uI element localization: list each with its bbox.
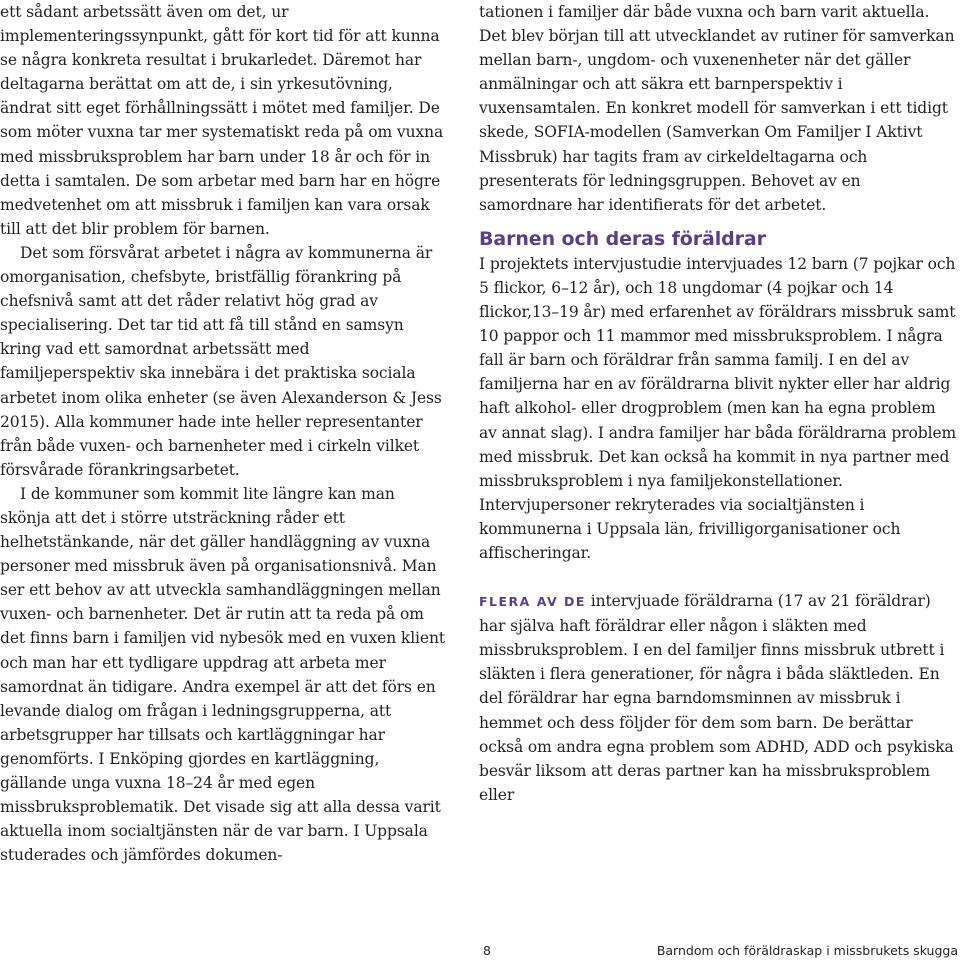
- paragraph: Det som försvårat arbetet i några av kommunerna är omorganisation, chefsbyte, bristfällig förankring på chefsnivå samt att det råder relativt hög grad av specialisering. Det tar tid att få till stånd en samsyn kring vad ett samordnat arbetssätt med familjeperspektiv ska innebära i det praktiska sociala arbetet inom olika enheter (se även Alexanderson & Jess 2015). Alla kommuner hade inte heller representanter från både vuxen- och barnenheter med i cirkeln vilket försvårade förankringsarbetet.: [0, 243, 442, 479]
- page-footer: [0, 943, 960, 963]
- left-column: [0, 0, 446, 867]
- right-column: [479, 0, 957, 807]
- paragraph: ett sådant arbetssätt även om det, ur implementeringssynpunkt, gått för kort tid för att kunna se några konkreta resultat i brukarledet. Däremot har deltagarna berättat om att de, i sin yrkesutövning, ändrat sitt eget förhållningssätt i mötet med familjer. De som möter vuxna tar mer systematiskt reda på om vuxna med missbruksproblem har barn under 18 år och för in detta i samtalen. De som arbetar med barn har en högre medvetenhet om att missbruk i familjen kan vara orsak till att det blir problem för barnen.: [0, 3, 444, 238]
- paragraph: I projektets intervjustudie intervjuades 12 barn (7 pojkar och 5 flickor, 6–12 år), och 18 ungdomar (4 pojkar och 14 flickor,13–19 år) med erfarenhet av föräldrars missbruk samt 10 pappor och 11 mammor med missbruksproblem. I några fall är barn och föräldrar från samma familj. I en del av familjerna har en av föräldrarna blivit nykter eller har aldrig haft alkohol- eller drogproblem (men kan ha egna problem av annat slag). I andra familjer har båda föräldrarna problem med missbruk. Det kan också ha kommit in nya partner med missbruksproblem i nya familjekonstellationer. Intervjupersoner rekryterades via socialtjänsten i kommunerna i Uppsala län, frivilligorganisationer och affischeringar.: [479, 254, 957, 562]
- paragraph-text: intervjuade föräldrarna (17 av 21 föräldrar) har själva haft föräldrar eller någon i släkten med missbruksproblem. I en del familjer finns missbruk utbrett i släkten i flera generationer, för några i båda släktleden. En del föräldrar har egna barndomsminnen av missbruk i hemmet och dess följder för dem som barn. De berättar också om andra egna problem som ADHD, ADD och psykiska besvär liksom att deras partner kan ha missbruksproblem eller: [479, 592, 954, 804]
- paragraph: [479, 589, 957, 807]
- running-title: Barndom och föräldraskap i missbrukets skugga: [656, 943, 958, 958]
- section-heading: Barnen och deras föräldrar: [479, 227, 766, 250]
- paragraph: I de kommuner som kommit lite längre kan man skönja att det i större utsträckning råder ett helhetstänkande, när det gäller handläggning av vuxna personer med missbruk även på organisationsnivå. Man ser ett behov av att utveckla samhandläggningen mellan vuxen- och barnenheter. Det är rutin att ta reda på om det finns barn i familjen vid nybesök med en vuxen klient och man har ett tydligare uppdrag att arbeta mer samordnat än tidigare. Andra exempel är att det förs en levande dialog om frågan i ledningsgrupperna, att arbetsgrupper har tillsats och kartläggningar har genomförts. I Enköping gjordes en kartläggning, gällande unga vuxna 18–24 år med egen missbruksproblematik. Det visade sig att alla dessa varit aktuella inom socialtjänsten när de var barn. I Uppsala studerades och jämfördes dokumen-: [0, 484, 445, 865]
- paragraph-gap: [479, 565, 957, 589]
- paragraph: tationen i familjer där både vuxna och barn varit aktuella. Det blev början till att utvecklandet av rutiner för samverkan mellan barn-, ungdom- och vuxenenheter när det gäller anmälningar och att säkra ett barnperspektiv i vuxensamtalen. En konkret modell för samverkan i ett tidigt skede, SOFIA-modellen (Samverkan Om Familjer I Aktivt Missbruk) har tagits fram av cirkeldeltagarna och presenterats för ledningsgruppen. Behovet av en samordnare har identifierats för det arbetet.: [479, 3, 955, 214]
- page-number: 8: [483, 943, 491, 958]
- lead-in-caps: FLERA AV DE: [479, 594, 586, 610]
